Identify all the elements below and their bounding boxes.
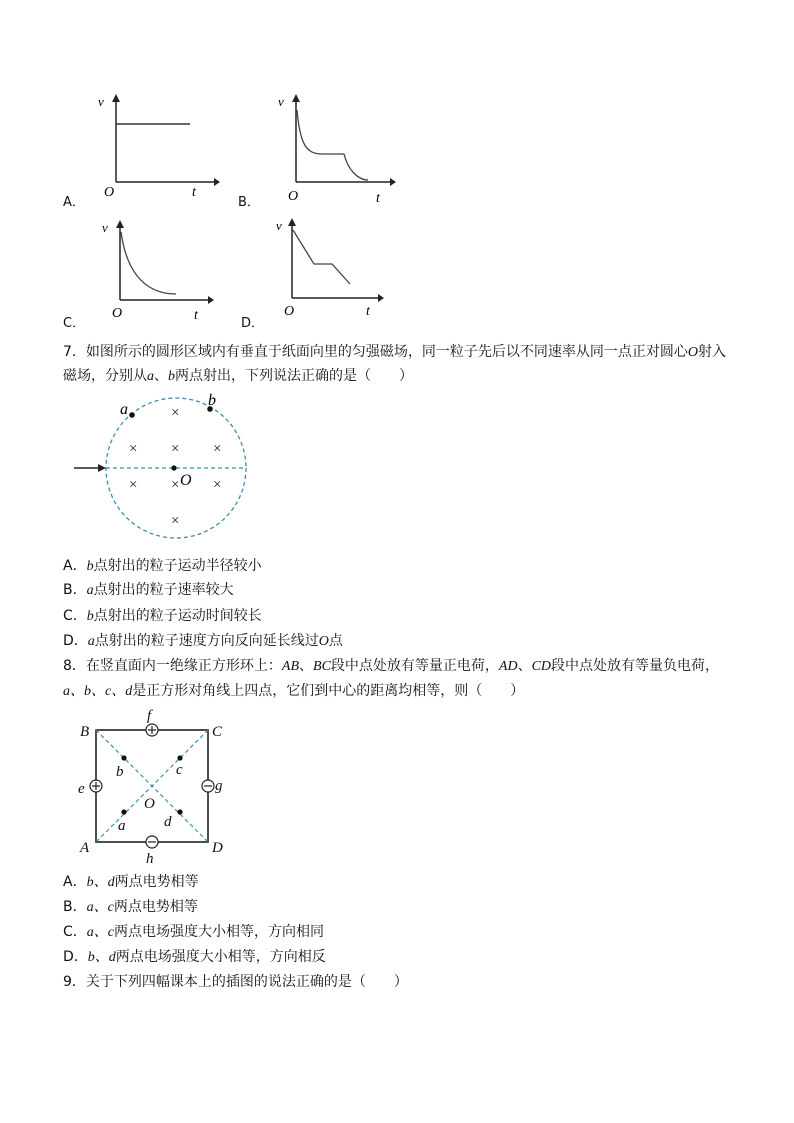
q8-stem-2: 是正方形对角线上四点，它们到中心的距离均相等，则（ ）: [132, 683, 525, 699]
q8-opt-a-text: 两点电势相等: [114, 874, 199, 890]
q7-opt-b-text: 点射出的粒子速率较大: [93, 582, 234, 598]
q8-stem-vars: a、b、c、d: [63, 684, 133, 699]
option-a-label[interactable]: A．: [63, 195, 85, 210]
q8-fig-b: b: [116, 764, 124, 780]
q8-stem-bc: BC: [313, 659, 331, 674]
q8-opt-d-text: 两点电场强度大小相等，方向相反: [115, 949, 326, 965]
q7-option-c[interactable]: [63, 606, 262, 627]
q7-stem-text1: 7．如图所示的圆形区域内有垂直于纸面向里的匀强磁场，同一粒子先后以不同速率从同一点正对圆心: [63, 344, 688, 360]
graph-d-xlabel: t: [366, 304, 370, 319]
q8-stem-cd: CD: [531, 659, 552, 674]
field-x-1: ×: [171, 405, 180, 421]
q7-fig-center: O: [180, 472, 192, 489]
graph-option-c: [98, 218, 218, 323]
graph-b-ylabel: v: [278, 94, 284, 109]
q8-stem-ad: AD: [498, 659, 518, 674]
q7-opt-c-var: b: [86, 609, 94, 624]
q7-option-d[interactable]: [63, 631, 343, 652]
q8-opt-b-vars: a、c: [86, 900, 114, 915]
q8-option-d[interactable]: [63, 947, 326, 968]
q8-fig-g: g: [215, 778, 223, 794]
q7-opt-a-prefix: A．: [63, 558, 87, 574]
q7-fig-point-b: b: [208, 392, 216, 409]
q7-stem-b: b: [168, 369, 175, 384]
q8-fig-e: e: [78, 781, 85, 797]
q7-option-b[interactable]: [63, 580, 234, 601]
q7-opt-d-text2: 点: [328, 633, 343, 649]
field-x-6: ×: [171, 477, 180, 493]
q8-fig-f: f: [147, 708, 152, 724]
q8-opt-d-vars: b、d: [87, 950, 116, 965]
q7-stem-a: a: [147, 369, 154, 384]
q7-opt-a-text: 点射出的粒子运动半径较小: [93, 558, 262, 574]
q8-stem-1a: 8．在竖直面内一绝缘正方形环上：: [63, 658, 282, 674]
q8-opt-c-vars: a、c: [86, 925, 114, 940]
q8-option-c[interactable]: [63, 922, 324, 943]
graph-option-b: [272, 92, 402, 207]
graph-c-ylabel: v: [102, 220, 108, 235]
graph-c-origin: O: [112, 306, 123, 321]
graph-d-origin: O: [284, 304, 295, 319]
q8-fig-O: O: [144, 796, 155, 812]
graph-a-origin: O: [104, 185, 115, 200]
graph-option-a: [90, 92, 220, 202]
q7-stem-line1: [63, 342, 726, 363]
q8-stem-sep1: 、: [299, 658, 314, 674]
q8-fig-A: A: [80, 840, 90, 856]
q7-stem-text1-end: 射入: [698, 344, 727, 360]
q8-option-b[interactable]: [63, 897, 198, 918]
q8-square-ring-figure: [70, 706, 240, 866]
q8-fig-D: D: [212, 840, 223, 856]
field-x-2: ×: [129, 441, 138, 457]
graph-a-xlabel: t: [192, 185, 196, 200]
q8-stem-sep2: 、: [517, 658, 532, 674]
q8-fig-B: B: [80, 724, 90, 740]
field-x-8: ×: [171, 513, 180, 529]
option-c-label[interactable]: C．: [63, 316, 86, 331]
q7-opt-d-text: 点射出的粒子速度方向反向延长线过: [94, 633, 319, 649]
graph-c-xlabel: t: [194, 308, 198, 323]
q9-stem: 9．关于下列四幅课本上的插图的说法正确的是（ ）: [63, 974, 408, 990]
field-x-3: ×: [171, 441, 180, 457]
q8-option-a[interactable]: [63, 872, 199, 893]
q8-opt-d-prefix: D．: [63, 949, 88, 965]
q8-opt-a-vars: b、d: [86, 875, 115, 890]
q8-stem-1c: 段中点处放有等量负电荷，: [551, 658, 720, 674]
q7-stem-center: O: [687, 345, 699, 360]
q7-opt-b-prefix: B．: [63, 582, 87, 598]
q8-stem-1b: 段中点处放有等量正电荷，: [330, 658, 499, 674]
q8-opt-b-text: 两点电势相等: [113, 899, 198, 915]
q8-opt-c-text: 两点电场强度大小相等，方向相同: [114, 924, 324, 940]
option-b-label[interactable]: B．: [238, 195, 260, 210]
q8-fig-a: a: [118, 818, 126, 834]
q7-stem-text2-end: 两点射出，下列说法正确的是（ ）: [175, 368, 413, 384]
option-d-label[interactable]: D．: [241, 316, 265, 331]
q7-opt-d-prefix: D．: [63, 633, 88, 649]
q7-opt-b-var: a: [86, 583, 94, 598]
graph-b-origin: O: [288, 189, 299, 204]
q7-opt-c-text: 点射出的粒子运动时间较长: [93, 608, 262, 624]
q8-opt-a-prefix: A．: [63, 874, 87, 890]
q7-opt-d-var2: O: [318, 634, 329, 649]
q7-stem-text2: 磁场，分别从: [63, 368, 147, 384]
graph-d-ylabel: v: [276, 218, 282, 233]
q7-option-a[interactable]: [63, 556, 262, 577]
q8-opt-b-prefix: B．: [63, 899, 87, 915]
q7-stem-sep: 、: [154, 368, 168, 384]
field-x-5: ×: [129, 477, 138, 493]
q7-stem-line2: [63, 366, 413, 387]
q8-stem-ab: AB: [281, 659, 300, 674]
q8-fig-C: C: [212, 724, 223, 740]
q7-fig-point-a: a: [120, 401, 128, 418]
q8-fig-c: c: [176, 762, 183, 778]
q7-opt-d-var: a: [87, 634, 95, 649]
q8-fig-h: h: [146, 851, 154, 866]
field-x-4: ×: [213, 441, 222, 457]
q8-stem-line2: [63, 681, 524, 702]
graph-a-ylabel: v: [98, 94, 104, 109]
q8-stem-line1: [63, 656, 719, 677]
q7-opt-a-var: b: [86, 559, 94, 574]
q7-magnetic-field-figure: [70, 392, 260, 562]
q8-fig-d: d: [164, 814, 172, 830]
graph-option-d: [272, 216, 392, 321]
q8-opt-c-prefix: C．: [63, 924, 87, 940]
q7-opt-c-prefix: C．: [63, 608, 87, 624]
field-x-7: ×: [213, 477, 222, 493]
graph-b-xlabel: t: [376, 191, 380, 206]
